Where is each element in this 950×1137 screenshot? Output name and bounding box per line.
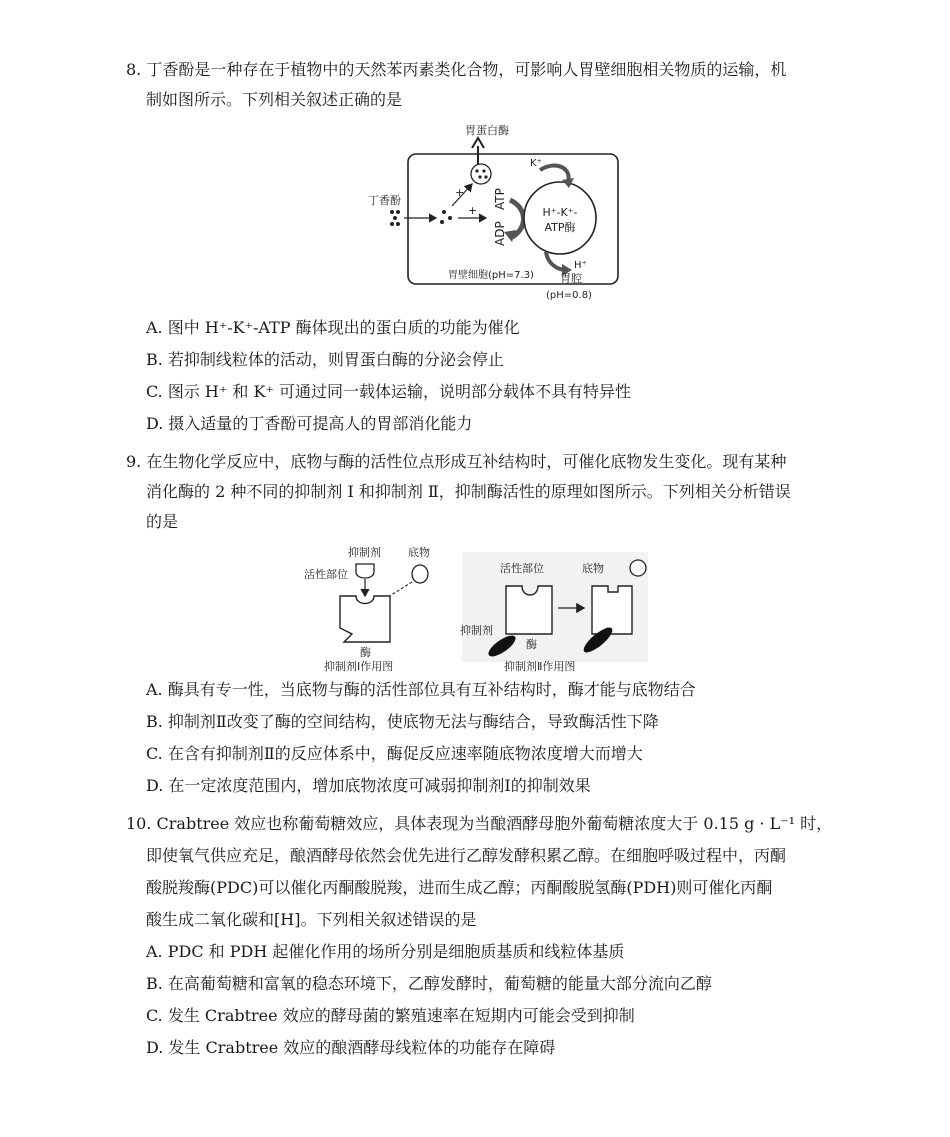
q10-option-d: D. 发生 Crabtree 效应的酿酒酵母线粒体的功能存在障碍 (146, 1038, 556, 1057)
atp-label: ATP (493, 188, 507, 210)
caption-inhibitor-1: 抑制剂Ⅰ作用图 (324, 660, 394, 672)
inhibitor-label-1: 抑制剂 (348, 546, 381, 559)
q9-option-c: C. 在含有抑制剂Ⅱ的反应体系中，酶促反应速率随底物浓度增大而增大 (146, 744, 643, 763)
eugenol-inside-dots (440, 210, 452, 224)
adp-label: ADP (493, 221, 507, 246)
q9-figure (300, 542, 650, 672)
q8-option-d: D. 摄入适量的丁香酚可提高人的胃部消化能力 (146, 414, 473, 433)
cell-label: 胃壁细胞(pH=7.3) (448, 270, 534, 281)
active-site-label-1: 活性部位 (304, 568, 348, 581)
q10-option-c: C. 发生 Crabtree 效应的酵母菌的繁殖速率在短期内可能会受到抑制 (146, 1006, 635, 1025)
q10-stem-line1: 10. Crabtree 效应也称葡萄糖效应，具体表现为当酿酒酵母胞外葡萄糖浓度大于 0.15 g · L⁻¹ 时， (126, 814, 833, 833)
pepsin-label: 胃蛋白酶 (465, 124, 509, 137)
vesicle (471, 164, 491, 184)
substrate-label-2: 底物 (582, 562, 604, 575)
q8-stem-line2: 制如图所示。下列相关叙述正确的是 (146, 90, 403, 109)
q8-option-b: B. 若抑制线粒体的活动，则胃蛋白酶的分泌会停止 (146, 350, 504, 369)
q8-option-a: A. 图中 H⁺-K⁺-ATP 酶体现出的蛋白质的功能为催化 (146, 318, 520, 337)
plus-sign-2: + (468, 204, 478, 217)
active-site-label-2: 活性部位 (500, 562, 544, 575)
q9-option-d: D. 在一定浓度范围内，增加底物浓度可减弱抑制剂Ⅰ的抑制效果 (146, 776, 591, 795)
q10-stem-line2: 即使氧气供应充足，酿酒酵母依然会优先进行乙醇发酵积累乙醇。在细胞呼吸过程中，丙酮 (146, 846, 787, 865)
q10-stem-line4: 酸生成二氧化碳和[H]。下列相关叙述错误的是 (146, 910, 477, 929)
q8-stem-line1: 8. 丁香酚是一种存在于植物中的天然苯丙素类化合物，可影响人胃壁细胞相关物质的运输，机 (126, 60, 787, 79)
caption-inhibitor-2: 抑制剂Ⅱ作用图 (504, 660, 576, 672)
q9-option-a: A. 酶具有专一性，当底物与酶的活性部位具有互补结构时，酶才能与底物结合 (146, 680, 696, 699)
pump-label-1: H⁺-K⁺- (542, 206, 578, 219)
q8-option-c: C. 图示 H⁺ 和 K⁺ 可通过同一载体运输，说明部分载体不具有特异性 (146, 382, 631, 401)
q9-stem-line1: 9. 在生物化学反应中，底物与酶的活性位点形成互补结构时，可催化底物发生变化。现有某种 (126, 452, 787, 471)
lumen-ph-label: (pH=0.8) (546, 290, 592, 301)
eugenol-label: 丁香酚 (368, 194, 401, 207)
substrate-2 (630, 560, 646, 576)
q8-figure (360, 118, 640, 308)
plus-sign-1: + (455, 186, 465, 199)
pump-label-2: ATP酶 (544, 221, 576, 234)
eugenol-outside-dots (390, 210, 400, 226)
lumen-label: 胃腔 (560, 272, 582, 285)
enzyme-2-changed (592, 586, 632, 634)
substrate-1 (412, 565, 428, 583)
substrate-label-1: 底物 (408, 546, 430, 559)
competitive-inhibitor (356, 564, 374, 578)
q9-option-b: B. 抑制剂Ⅱ改变了酶的空间结构，使底物无法与酶结合，导致酶活性下降 (146, 712, 659, 731)
k-ion-label: K⁺ (530, 158, 542, 169)
q10-option-a: A. PDC 和 PDH 起催化作用的场所分别是细胞质基质和线粒体基质 (146, 942, 625, 961)
q10-option-b: B. 在高葡萄糖和富氧的稳态环境下，乙醇发酵时，葡萄糖的能量大部分流向乙醇 (146, 974, 712, 993)
h-ion-label: H⁺ (574, 260, 587, 271)
q9-stem-line2: 消化酶的 2 种不同的抑制剂 Ⅰ 和抑制剂 Ⅱ，抑制酶活性的原理如图所示。下列相关分析错误 (146, 482, 791, 501)
enzyme-label-1: 酶 (360, 646, 371, 659)
enzyme-1 (340, 596, 390, 642)
inhibitor-label-2: 抑制剂 (460, 624, 493, 637)
q10-stem-line3: 酸脱羧酶(PDC)可以催化丙酮酸脱羧，进而生成乙醇；丙酮酸脱氢酶(PDH)则可催化丙酮 (146, 878, 773, 897)
enzyme-label-2: 酶 (526, 638, 537, 651)
q9-stem-line3: 的是 (146, 512, 179, 531)
k-in-arrow (540, 166, 569, 182)
